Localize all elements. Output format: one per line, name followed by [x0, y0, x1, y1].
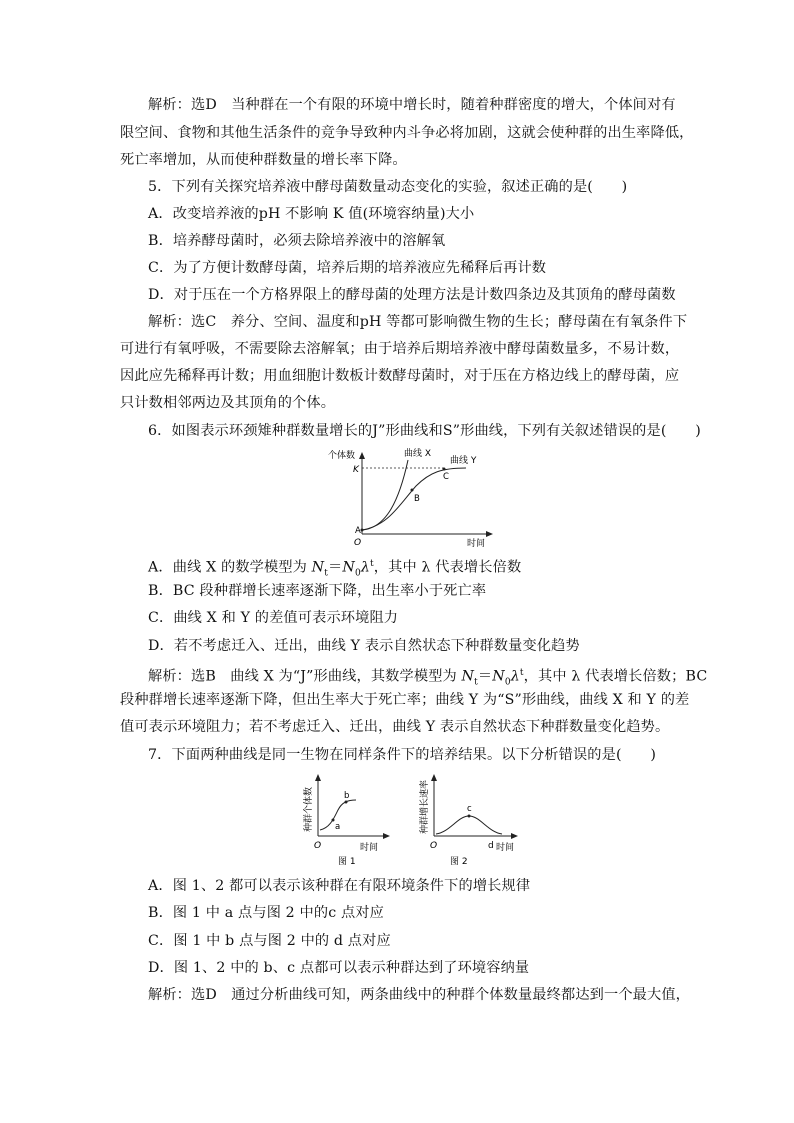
q5-explanation-line-4: 只计数相邻两边及其顶角的个体。 [120, 395, 336, 411]
q7-fig1-y-axis-label: 种群个体数 [304, 786, 314, 832]
q6-chart-svg [326, 446, 496, 550]
q7-fig1-y-arrow [315, 774, 321, 781]
q7-figure-2 [410, 770, 522, 870]
q6-option-a-n0: N [342, 559, 355, 576]
q6-y-arrow [359, 452, 365, 459]
q7-explanation-line-1: 解析：选D 通过分析曲线可知，两条曲线中的种群个体数量最终都达到一个最大值， [148, 987, 691, 1003]
q7-fig2-x-arrow [511, 833, 518, 839]
q6-explanation-lambda: λ [510, 668, 520, 685]
q7-figure-1 [294, 770, 394, 870]
q7-fig1-point-b-label: b [344, 791, 350, 801]
q7-fig2-svg [410, 770, 522, 870]
q6-k-label: K [353, 465, 359, 475]
q6-stem: 6．如图表示环颈雉种群数量增长的J”形曲线和S”形曲线，下列有关叙述错误的是( ) [148, 423, 701, 439]
q6-option-a-n: N [311, 559, 325, 576]
q7-fig1-point-a-label: a [335, 822, 341, 832]
q7-fig1-caption: 图 1 [338, 857, 356, 867]
q6-explanation-n0: N [492, 668, 505, 685]
q7-fig1-origin-label: O [314, 841, 322, 851]
q6-point-a-label: A [355, 526, 361, 536]
q6-point-c-label: C [443, 472, 449, 482]
q6-explanation-post: ，其中 λ 代表增长倍数；BC [523, 668, 708, 685]
q7-fig1-x-arrow [383, 833, 390, 839]
q6-explanation-eq: ＝ [477, 668, 493, 685]
q7-option-d: D．图 1、2 中的 b、c 点都可以表示种群达到了环境容纳量 [148, 960, 530, 976]
q6-option-a-zero: 0 [354, 568, 361, 579]
q6-figure [326, 446, 496, 550]
q6-option-d: D．若不考虑迁入、迁出，曲线 Y 表示自然状态下种群数量变化趋势 [148, 638, 580, 654]
q6-option-a-t2: t [370, 559, 374, 569]
q6-point-c-dot [443, 468, 446, 471]
q7-fig2-curve [436, 816, 502, 834]
q7-fig2-y-axis-label: 种群增长速率 [420, 779, 430, 834]
q7-fig1-x-axis-label: 时间 [360, 843, 379, 853]
q6-explanation-zero: 0 [504, 677, 511, 688]
q6-option-a-lambda: λ [360, 559, 370, 576]
q6-point-b-dot [411, 489, 414, 492]
q7-fig2-point-c-dot [468, 815, 471, 818]
q5-option-c: C．为了方便计数酵母菌，培养后期的培养液应先稀释后再计数 [148, 260, 547, 276]
q6-point-a-dot [361, 529, 364, 532]
q5-option-d: D．对于压在一个方格界限上的酵母菌的处理方法是计数四条边及其顶角的酵母菌数 [148, 287, 676, 303]
q7-fig2-x-axis-label: 时间 [496, 843, 515, 853]
q5-explanation-line-3: 因此应先稀释再计数；用血细胞计数板计数酵母菌时，对于压在方格边线上的酵母菌，应 [120, 368, 680, 384]
q6-x-axis-label: 时间 [467, 539, 486, 549]
q6-option-a-post: ，其中 λ 代表增长倍数 [373, 559, 522, 576]
q7-stem: 7．下面两种曲线是同一生物在同样条件下的培养结果。以下分析错误的是( ) [148, 747, 657, 763]
q6-explanation-t2: t [519, 668, 524, 678]
q7-fig2-point-d-label: d [488, 841, 494, 851]
q7-fig1-svg [294, 770, 394, 870]
q7-fig2-caption: 图 2 [450, 857, 468, 867]
q7-option-c: C．图 1 中 b 点与图 2 中的 d 点对应 [148, 933, 391, 949]
q7-option-a: A．图 1、2 都可以表示该种群在有限环境条件下的增长规律 [148, 878, 531, 894]
q5-option-b: B．培养酵母菌时，必须去除培养液中的溶解氧 [148, 233, 446, 249]
q6-origin-label: O [354, 538, 362, 548]
q6-explanation-line-1 [148, 663, 707, 693]
q6-explanation-pre: 解析：选B 曲线 X 为“J”形曲线，其数学模型为 [148, 668, 462, 685]
q4-explanation-line-3: 死亡率增加，从而使种群数量的增长率下降。 [120, 152, 407, 168]
q5-stem: 5．下列有关探究培养液中酵母菌数量动态变化的实验，叙述正确的是( ) [148, 179, 628, 195]
q4-explanation-line-2: 限空间、食物和其他生活条件的竞争导致种内斗争必将加剧，这就会使种群的出生率降低， [120, 125, 694, 141]
q6-y-axis-label: 个体数 [328, 451, 356, 461]
q6-option-a-pre: A．曲线 X 的数学模型为 [148, 559, 312, 576]
q5-explanation-line-2: 可进行有氧呼吸，不需要除去溶解氧；由于培养后期培养液中酵母菌数量多，不易计数， [120, 341, 680, 357]
q6-x-arrow [486, 531, 493, 537]
q6-explanation-line-2: 段种群增长速率逐渐下降，但出生率大于死亡率；曲线 Y 为“S”形曲线，曲线 X 和 Y 的差 [120, 692, 690, 708]
q7-option-b: B．图 1 中 a 点与图 2 中的c 点对应 [148, 905, 384, 921]
q6-explanation-t: t [474, 677, 478, 688]
q4-explanation-line-1: 解析：选D 当种群在一个有限的环境中增长时，随着种群密度的增大，个体间对有 [148, 97, 676, 113]
q5-explanation-line-1: 解析：选C 养分、空间、温度和pH 等都可影响微生物的生长；酵母菌在有氧条件下 [148, 314, 688, 330]
q6-point-b-label: B [414, 494, 420, 504]
q6-explanation-line-3: 值可表示环境阻力；若不考虑迁入、迁出，曲线 Y 表示自然状态下种群数量变化趋势。 [120, 719, 670, 735]
q7-fig2-point-c-label: c [467, 804, 472, 814]
q7-fig2-origin-label: O [430, 841, 438, 851]
q6-option-c: C．曲线 X 和 Y 的差值可表示环境阻力 [148, 610, 399, 626]
q6-option-a-eq: ＝ [328, 559, 343, 576]
q6-option-b: B．BC 段种群增长速率逐渐下降，出生率小于死亡率 [148, 583, 487, 599]
q6-curve-y-label: 曲线 Y [450, 456, 477, 466]
q6-option-a-t: t [324, 568, 329, 579]
q6-option-a [148, 554, 521, 584]
q5-option-a: A．改变培养液的pH 不影响 K 值(环境容纳量)大小 [148, 206, 475, 222]
q7-fig2-y-arrow [431, 774, 437, 781]
q6-curve-x-label: 曲线 X [404, 449, 432, 459]
q6-explanation-n: N [461, 668, 475, 685]
